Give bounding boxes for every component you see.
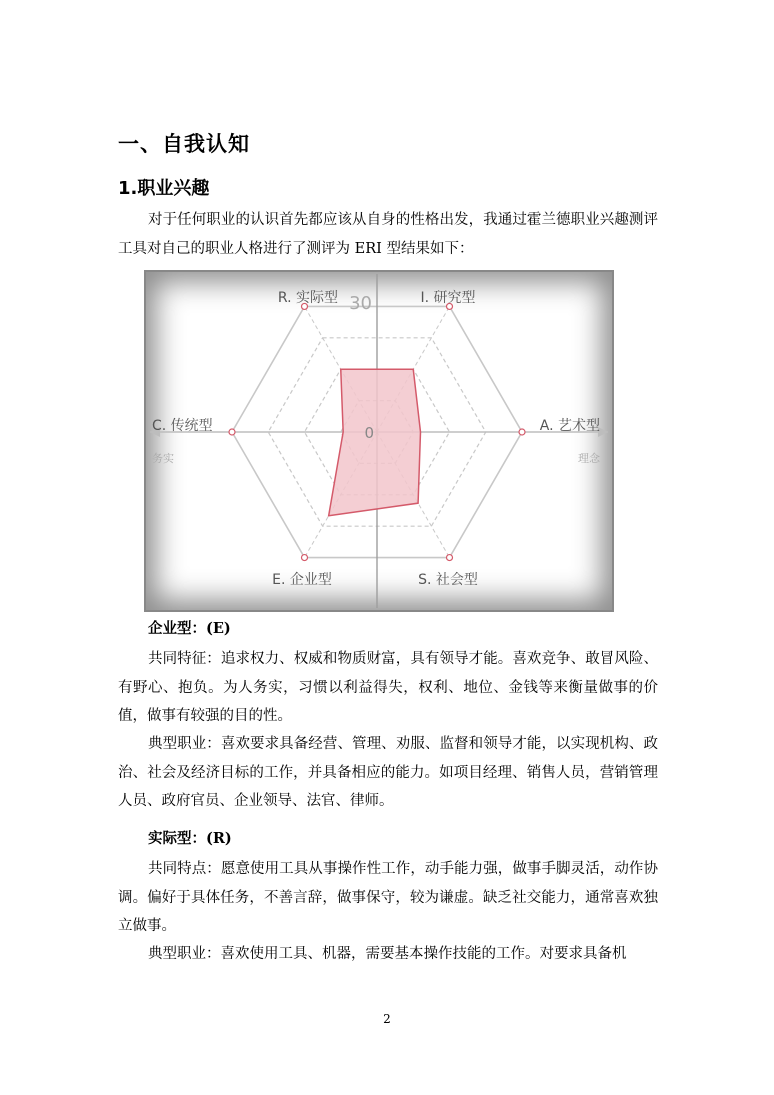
section-heading: 一、自我认知 (118, 132, 250, 156)
axis-label: E. 企业型 (272, 572, 332, 588)
axis-label: S. 社会型 (418, 572, 478, 588)
realistic-traits: 共同特点：愿意使用工具从事操作性工作，动手能力强，做事手脚灵活，动作协调。偏好于具体任务，不善言辞，做事保守，较为谦虚。缺乏社交能力，通常喜欢独立做事。 (118, 861, 658, 934)
enterprise-traits: 共同特征：追求权力、权威和物质财富，具有领导才能。喜欢竞争、敢冒风险、有野心、抱负。为人务实，习惯以利益得失，权利、地位、金钱等来衡量做事的价值，做事有较强的目的性。 (118, 651, 658, 724)
vertex-dot (447, 555, 453, 561)
enterprise-careers: 典型职业：喜欢要求具备经营、管理、劝服、监督和领导才能，以实现机构、政治、社会及经济目标的工作，并具备相应的能力。如项目经理、销售人员，营销管理人员、政府官员、企业领导、法官、律师。 (118, 736, 658, 809)
left-axis-label: 务实 (152, 452, 174, 465)
scale-max-label: 30 (349, 293, 372, 314)
radar-svg (146, 272, 612, 610)
subsection-heading: 1.职业兴趣 (118, 178, 210, 199)
axis-label: I. 研究型 (420, 290, 476, 306)
intro-paragraph: 对于任何职业的认识首先都应该从自身的性格出发，我通过霍兰德职业兴趣测评工具对自己的职业人格进行了测评为 ERI 型结果如下： (118, 212, 658, 257)
axis-label: C. 传统型 (152, 418, 213, 434)
holland-radar-chart (146, 272, 612, 610)
right-axis-label: 理念 (578, 452, 600, 465)
vertex-dot (229, 429, 235, 435)
data-area (329, 369, 421, 516)
scale-zero-label: 0 (364, 424, 374, 442)
realistic-type-title: 实际型：(R) (148, 830, 232, 847)
axis-label: R. 实际型 (277, 290, 339, 306)
realistic-careers: 典型职业：喜欢使用工具、机器，需要基本操作技能的工作。对要求具备机 (148, 946, 627, 962)
enterprise-type-title: 企业型：(E) (148, 620, 231, 637)
axis-label: A. 艺术型 (539, 418, 600, 434)
page-number: 2 (383, 1012, 391, 1026)
vertex-dot (302, 555, 308, 561)
vertex-dot (519, 429, 525, 435)
